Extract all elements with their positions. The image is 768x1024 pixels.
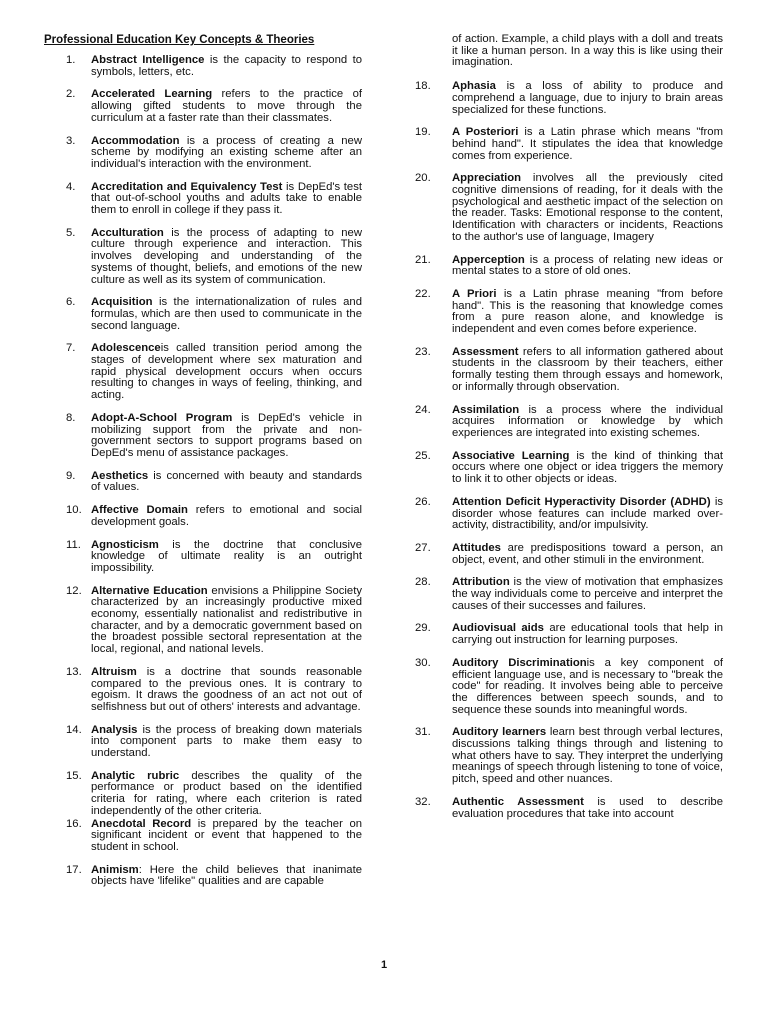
entry-term: Animism <box>91 863 139 876</box>
glossary-entry <box>415 577 723 612</box>
glossary-entry <box>44 297 362 332</box>
entry-number: 1. <box>66 54 76 66</box>
entry-term: Assimilation <box>452 403 520 416</box>
entry-number: 14. <box>66 723 82 736</box>
glossary-entry <box>44 228 362 287</box>
entry-term: Agnosticism <box>91 538 159 551</box>
entry-number: 24. <box>415 403 431 416</box>
entry-definition: is a Latin phrase which means "from behind hand". It stipulates the idea that knowledge comes from experience. <box>452 126 723 162</box>
glossary-entry <box>44 413 362 460</box>
entry-term: Attitudes <box>452 541 501 554</box>
page-title: Professional Education Key Concepts & Theories <box>44 34 315 46</box>
entry-term: Adolescence <box>91 342 161 355</box>
entry-definition: refers to all information gathered about students in the classroom by their teachers, either formally testing them through essays and homework, or informally through observation. <box>452 345 723 393</box>
entry-number: 25. <box>415 449 431 462</box>
entry-definition: refers to emotional and social development goals. <box>91 504 362 528</box>
entry-definition: : Here the child believes that inanimate objects have 'lifelike" qualities and are capable <box>91 863 362 888</box>
entry-number: 13. <box>66 665 82 678</box>
entry-term: Aphasia <box>452 80 496 93</box>
entry-term: Associative Learning <box>452 449 570 462</box>
entry-term: Anecdotal Record <box>91 817 192 830</box>
entry-definition: involves all the previously cited cognitive dimensions of reading, for it deals with the psychological and aesthetic impact of the selection on the reader. Tasks: Emotional response to the content, Identification with characters or incidents, Reactions to the author's use of language, Imagery <box>452 172 723 243</box>
entry-definition: is DepEd's test that out-of-school youths and adults take to enable them to enroll in college if they pass it. <box>91 180 362 217</box>
glossary-entry <box>44 667 362 714</box>
entry-definition: are educational tools that help in carrying out instruction for learning purposes. <box>452 622 723 647</box>
glossary-entry <box>415 173 723 243</box>
entry-number: 19. <box>415 126 431 139</box>
page-number: 1 <box>380 959 388 971</box>
entry-number: 22. <box>415 287 431 300</box>
entry-definition: is a process where the individual acquires information or knowledge by which experiences are integrated into existing schemes. <box>452 403 723 439</box>
entry-term: Accelerated Learning <box>91 88 213 101</box>
entry-term: Authentic Assessment <box>452 795 584 808</box>
entry-number: 16. <box>66 817 82 830</box>
glossary-entry <box>415 255 723 278</box>
glossary-entry <box>44 343 362 402</box>
entry-number: 15. <box>66 769 82 782</box>
entry-term: Accommodation <box>91 134 180 147</box>
entry-term: Auditory Discrimination <box>452 656 587 669</box>
right-term-list <box>415 81 723 820</box>
entry-definition: is a Latin phrase meaning "from before hand". This is the reasoning that knowledge comes from a pure reason alone, and knowledge is independent and even comes before experience. <box>452 287 724 336</box>
entry-definition: is the capacity to respond to symbols, letters, etc. <box>91 54 362 78</box>
glossary-entry <box>44 771 362 818</box>
left-term-list <box>44 55 362 888</box>
entry-definition: is a key component of efficient language use, and is necessary to "break the code" for reading. It involves being able to perceive the differences between speech sounds, and to sequence these sounds into meaningful words. <box>452 656 723 716</box>
entry-definition: is the process of breaking down materials into component parts to make them easy to understand. <box>91 723 362 760</box>
glossary-entry <box>44 819 362 854</box>
entry-number: 12. <box>66 584 82 597</box>
entry-term: Accreditation and Equivalency Test <box>91 180 283 193</box>
entry-definition: is used to describe evaluation procedures that take into account <box>452 795 723 820</box>
entry-definition: is the kind of thinking that occurs where one object or idea triggers the memory to link it to other objects or ideas. <box>452 449 724 486</box>
entry-number: 4. <box>66 180 76 193</box>
entry-number: 17. <box>66 863 82 876</box>
entry-number: 3. <box>66 134 76 147</box>
glossary-entry <box>44 505 362 528</box>
right-column <box>415 34 723 831</box>
entry-number: 28. <box>415 576 431 589</box>
entry-term: Appreciation <box>452 172 522 185</box>
entry-term: Assessment <box>452 345 519 358</box>
entry-term: A Posteriori <box>452 126 519 139</box>
entry-term: Audiovisual aids <box>452 622 544 635</box>
entry-number: 2. <box>66 88 76 101</box>
entry-number: 20. <box>415 172 431 185</box>
entry-term: Adopt-A-School Program <box>91 411 233 424</box>
entry-term: Abstract Intelligence <box>91 54 205 66</box>
glossary-entry <box>415 623 723 646</box>
entry-term: Attention Deficit Hyperactivity Disorder (ADHD) <box>452 495 711 508</box>
entry-term: A Priori <box>452 287 497 300</box>
glossary-entry <box>44 725 362 760</box>
entry-term: Acquisition <box>91 296 153 309</box>
glossary-entry <box>44 136 362 171</box>
entry-number: 18. <box>415 80 431 93</box>
entry-term: Affective Domain <box>91 504 188 517</box>
entry-term: Analytic rubric <box>91 769 180 782</box>
entry-number: 29. <box>415 622 431 635</box>
glossary-entry <box>415 727 723 786</box>
entry-term: Aesthetics <box>91 469 149 482</box>
entry-term: Attribution <box>452 576 510 589</box>
glossary-entry <box>415 497 723 532</box>
entry-definition: is the doctrine that conclusive knowledge of ultimate reality is an outright impossibility. <box>91 538 362 574</box>
entry-definition: is DepEd's vehicle in mobilizing support from the private and non-government sectors to support programs based on DepEd's menu of assistance packages. <box>91 411 362 459</box>
entry-definition: learn best through verbal lectures, discussions talking things through and listening to what others have to say. They interpret the underlying meanings of speech through listening to tone of voice, pitch, speed and other nuances. <box>452 726 723 786</box>
entry-number: 9. <box>66 469 76 482</box>
entry-definition: is a doctrine that sounds reasonable compared to the previous ones. It is contrary to egoism. It draws the goodness of an act not out of selfishness but out of others' interests and advantage. <box>91 665 362 713</box>
glossary-entry <box>415 81 723 116</box>
entry-definition: is called transition period among the stages of development where sex maturation and rapid physical development occurs when occurs resulting to changes in ways of feeling, thinking, and acting. <box>91 342 362 402</box>
entry-definition: refers to the practice of allowing gifted students to move through the curriculum at a faster rate than their classmates. <box>91 88 362 124</box>
entry-number: 6. <box>66 296 76 309</box>
entry-number: 26. <box>415 495 431 508</box>
glossary-entry <box>415 347 723 394</box>
glossary-entry <box>44 55 362 78</box>
entry-number: 31. <box>415 726 431 739</box>
glossary-entry <box>415 658 723 717</box>
entry-term: Auditory learners <box>452 726 547 739</box>
glossary-entry <box>415 127 723 162</box>
entry-definition: are predispositions toward a person, an object, event, and other stimuli in the environment. <box>452 541 723 566</box>
entry-term: Acculturation <box>91 226 164 239</box>
entry-definition: describes the quality of the performance or product based on the identified criteria for rating, where each criterion is rated independently of the other criteria. <box>91 769 362 817</box>
glossary-entry <box>44 182 362 217</box>
entry-definition: is prepared by the teacher on significant incident or event that happened to the student in school. <box>91 817 363 853</box>
glossary-entry <box>44 865 362 888</box>
entry-definition: is concerned with beauty and standards of values. <box>91 469 362 494</box>
glossary-entry <box>44 89 362 124</box>
glossary-entry <box>415 797 723 820</box>
continued-text: of action. Example, a child plays with a doll and treats it like a human person. In a way this is like using their imagination. <box>452 33 723 69</box>
entry-definition: is a loss of ability to produce and comprehend a language, due to injury to brain areas specialized for these functions. <box>452 80 723 116</box>
entry-definition: envisions a Philippine Society characterized by an increasingly productive mixed economy, essentially nationalist and redistributive in character, and by a democratic government based on the broadest possible sectoral representation at the local, regional, and national levels. <box>91 584 362 656</box>
entry-number: 8. <box>66 411 76 424</box>
entry-definition: is a process of creating a new scheme by modifying an existing scheme after an individual's interaction with the environment. <box>91 134 362 170</box>
entry-number: 5. <box>66 226 76 239</box>
entry-number: 23. <box>415 345 431 358</box>
entry-definition: is disorder whose features can include marked over-activity, distractibility, and/or impulsivity. <box>452 495 723 532</box>
entry-number: 27. <box>415 541 431 554</box>
glossary-entry <box>415 543 723 566</box>
glossary-entry <box>415 405 723 440</box>
entry-number: 10. <box>66 504 82 517</box>
entry-number: 7. <box>66 342 76 355</box>
entry-term: Alternative Education <box>91 584 208 597</box>
entry-number: 32. <box>415 795 431 808</box>
glossary-entry <box>44 471 362 494</box>
entry-definition: is the process of adapting to new culture through experience and interaction. This involves developing and understanding of the systems of thought, beliefs, and emotions of the new culture as well as its system of communication. <box>91 226 362 286</box>
glossary-entry <box>415 451 723 486</box>
entry-number: 11. <box>66 538 81 551</box>
entry-definition: is the internationalization of rules and formulas, which are then used to communicate in the second language. <box>91 296 362 332</box>
entry-definition: is the view of motivation that emphasizes the way individuals come to perceive and interpret the causes of their successes and failures. <box>452 576 723 612</box>
left-column <box>44 34 362 899</box>
entry-number: 21. <box>415 253 431 266</box>
entry-term: Apperception <box>452 253 525 266</box>
glossary-entry <box>44 586 362 656</box>
glossary-entry <box>415 289 723 336</box>
glossary-entry <box>44 540 362 575</box>
entry-number: 30. <box>415 656 431 669</box>
entry-term: Altruism <box>91 665 137 678</box>
entry-definition: is a process of relating new ideas or mental states to a store of old ones. <box>452 253 723 278</box>
entry-term: Analysis <box>91 723 138 736</box>
